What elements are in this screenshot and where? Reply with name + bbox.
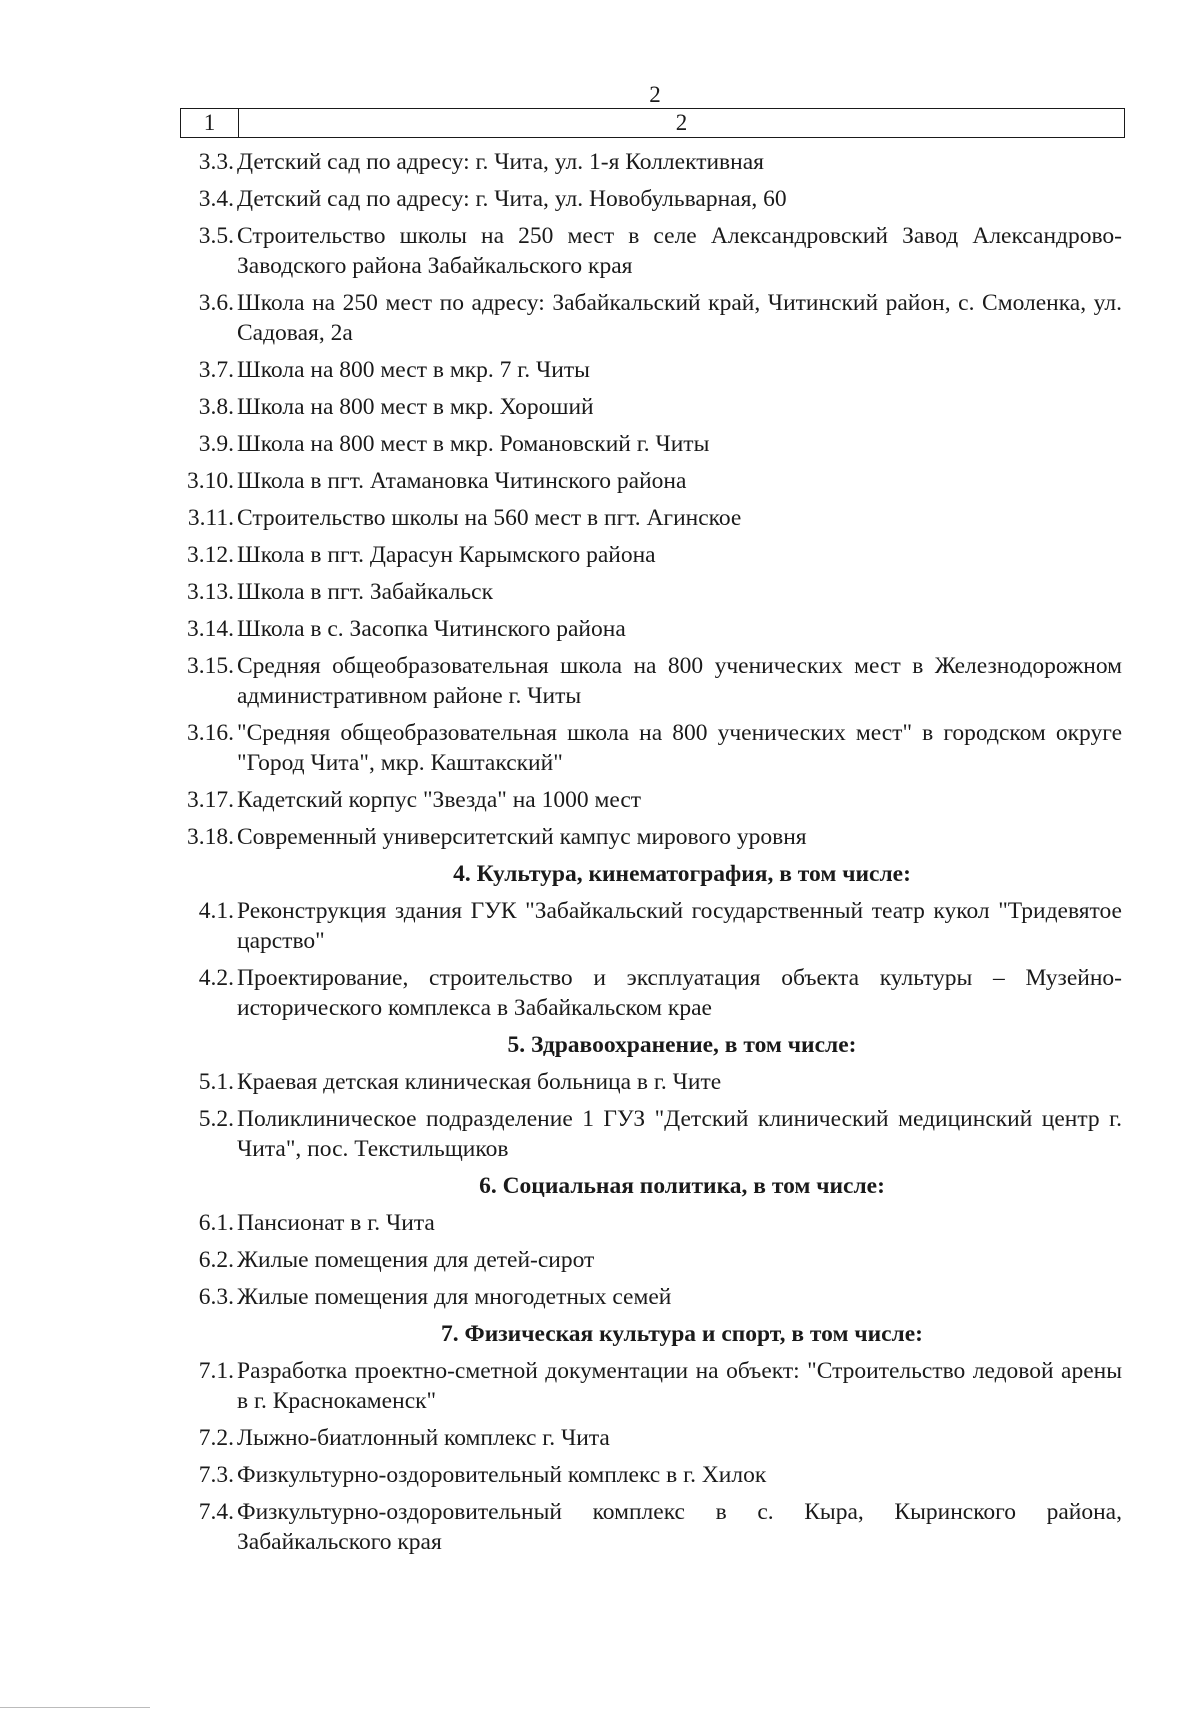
list-item xyxy=(182,355,1122,385)
list-item xyxy=(182,896,1122,956)
list-item xyxy=(182,540,1122,570)
item-text: Строительство школы на 560 мест в пгт. Агинское xyxy=(237,505,742,531)
item-text: Школа в пгт. Дарасун Карымского района xyxy=(237,542,656,568)
item-text: Лыжно-биатлонный комплекс г. Чита xyxy=(237,1425,610,1451)
section-heading-sport: 7. Физическая культура и спорт, в том числе: xyxy=(441,1321,923,1347)
list-item xyxy=(182,577,1122,607)
item-number: 6.1. xyxy=(198,1210,234,1236)
item-number: 3.10. xyxy=(187,468,234,494)
item-text: "Средняя общеобразовательная школа на 800 ученических мест" в городском округе "Город Чита", мкр. Каштакский" xyxy=(237,720,1122,776)
page-number: 2 xyxy=(649,82,661,107)
item-text: Реконструкция здания ГУК "Забайкальский государственный театр кукол "Тридевятое царство" xyxy=(237,898,1122,954)
item-text: Жилые помещения для многодетных семей xyxy=(237,1284,672,1310)
list-item xyxy=(182,466,1122,496)
item-text: Кадетский корпус "Звезда" на 1000 мест xyxy=(237,787,642,813)
item-text: Детский сад по адресу: г. Чита, ул. Новобульварная, 60 xyxy=(237,186,787,212)
item-text: Школа на 250 мест по адресу: Забайкальский край, Читинский район, с. Смоленка, ул. Садовая, 2а xyxy=(237,290,1122,346)
list-item xyxy=(182,1460,1122,1490)
item-number: 6.3. xyxy=(198,1284,234,1310)
item-number: 7.2. xyxy=(198,1425,234,1451)
item-text: Школа в пгт. Забайкальск xyxy=(237,579,493,605)
table-header-col2: 2 xyxy=(675,110,688,135)
item-number: 6.2. xyxy=(198,1247,234,1273)
item-number: 5.2. xyxy=(198,1106,234,1132)
list-item xyxy=(182,1208,1122,1238)
item-number: 4.1. xyxy=(198,898,234,924)
item-text: Пансионат в г. Чита xyxy=(237,1210,435,1236)
list-item xyxy=(182,718,1122,778)
item-text: Школа в с. Засопка Читинского района xyxy=(237,616,626,642)
item-number: 3.5. xyxy=(198,223,234,249)
scan-edge-line xyxy=(0,1707,150,1708)
item-number: 3.6. xyxy=(198,290,234,316)
list-item xyxy=(182,822,1122,852)
list-item xyxy=(182,184,1122,214)
item-number: 3.8. xyxy=(198,394,234,420)
document-content xyxy=(182,147,1122,1564)
item-number: 3.14. xyxy=(187,616,234,642)
item-text: Школа на 800 мест в мкр. Романовский г. Читы xyxy=(237,431,710,457)
list-item xyxy=(182,288,1122,348)
list-item xyxy=(182,651,1122,711)
list-item xyxy=(182,1104,1122,1164)
list-item xyxy=(182,147,1122,177)
item-number: 3.9. xyxy=(198,431,234,457)
item-text: Физкультурно-оздоровительный комплекс в с. Кыра, Кыринского района, Забайкальского края xyxy=(237,1499,1122,1555)
item-text: Разработка проектно-сметной документации на объект: "Строительство ледовой арены в г. Краснокаменск" xyxy=(237,1358,1122,1414)
item-text: Поликлиническое подразделение 1 ГУЗ "Детский клинический медицинский центр г. Чита", пос. Текстильщиков xyxy=(237,1106,1122,1162)
item-number: 3.7. xyxy=(198,357,234,383)
list-item xyxy=(182,785,1122,815)
list-item xyxy=(182,429,1122,459)
item-text: Физкультурно-оздоровительный комплекс в г. Хилок xyxy=(237,1462,767,1488)
item-text: Школа на 800 мест в мкр. Хороший xyxy=(237,394,594,420)
item-number: 3.4. xyxy=(198,186,234,212)
item-text: Школа на 800 мест в мкр. 7 г. Читы xyxy=(237,357,590,383)
item-number: 7.3. xyxy=(198,1462,234,1488)
item-text: Средняя общеобразовательная школа на 800 ученических мест в Железнодорожном административном районе г. Читы xyxy=(237,653,1122,709)
list-item xyxy=(182,392,1122,422)
item-number: 3.13. xyxy=(187,579,234,605)
list-item xyxy=(182,1497,1122,1557)
table-header-col1: 1 xyxy=(181,109,239,137)
list-item xyxy=(182,1245,1122,1275)
item-text: Краевая детская клиническая больница в г. Чите xyxy=(237,1069,722,1095)
list-item xyxy=(182,221,1122,281)
item-number: 3.12. xyxy=(187,542,234,568)
item-number: 7.4. xyxy=(198,1499,234,1525)
item-number: 3.15. xyxy=(187,653,234,679)
item-text: Современный университетский кампус мирового уровня xyxy=(237,824,807,850)
item-number: 4.2. xyxy=(198,965,234,991)
section-heading-health: 5. Здравоохранение, в том числе: xyxy=(507,1032,857,1058)
item-number: 3.18. xyxy=(187,824,234,850)
item-number: 7.1. xyxy=(198,1358,234,1384)
item-text: Школа в пгт. Атамановка Читинского района xyxy=(237,468,687,494)
item-text: Жилые помещения для детей-сирот xyxy=(237,1247,595,1273)
list-item xyxy=(182,1423,1122,1453)
item-number: 3.11. xyxy=(187,505,234,531)
table-header xyxy=(180,108,1125,138)
list-item xyxy=(182,1067,1122,1097)
item-text: Детский сад по адресу: г. Чита, ул. 1-я Коллективная xyxy=(237,149,764,175)
item-text: Строительство школы на 250 мест в селе Александровский Завод Александрово-Заводского района Забайкальского края xyxy=(237,223,1122,279)
list-item xyxy=(182,614,1122,644)
list-item xyxy=(182,1282,1122,1312)
item-number: 5.1. xyxy=(198,1069,234,1095)
item-number: 3.17. xyxy=(187,787,234,813)
list-item xyxy=(182,963,1122,1023)
item-number: 3.3. xyxy=(198,149,234,175)
list-item xyxy=(182,503,1122,533)
item-number: 3.16. xyxy=(187,720,234,746)
list-item xyxy=(182,1356,1122,1416)
section-heading-culture: 4. Культура, кинематография, в том числе: xyxy=(453,861,911,887)
item-text: Проектирование, строительство и эксплуатация объекта культуры – Музейно-исторического комплекса в Забайкальском крае xyxy=(237,965,1122,1021)
section-heading-social: 6. Социальная политика, в том числе: xyxy=(479,1173,885,1199)
